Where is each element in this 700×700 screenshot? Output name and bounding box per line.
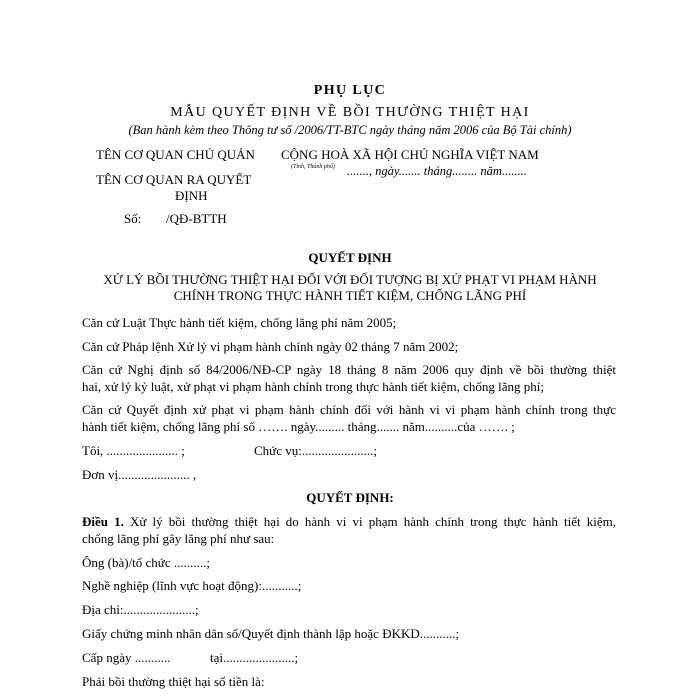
signer-unit: Đơn vị...................... ,: [82, 467, 197, 482]
form-title: MẪU QUYẾT ĐỊNH VỀ BỒI THƯỜNG THIỆT HẠI: [170, 105, 530, 120]
signer-position: Chức vụ:......................;: [254, 443, 377, 458]
date-line: ......., ngày....... tháng........ năm........: [347, 164, 527, 178]
field-issued-place: tại......................;: [210, 650, 299, 665]
decision-subject-line1: XỬ LÝ BỒI THƯỜNG THIỆT HẠI ĐỐI VỚI ĐỐI TƯỢNG BỊ XỬ PHẠT VI PHẠM HÀNH: [103, 272, 597, 287]
number-label: Số:: [124, 211, 142, 226]
issuer-name-line1: TÊN CƠ QUAN RA QUYẾT: [96, 172, 252, 187]
article-1-text: Xử lý bồi thường thiệt hại do hành vi vi phạm hành chính trong thực hành tiết kiệm,: [123, 514, 616, 529]
appendix-title: PHỤ LỤC: [313, 83, 387, 98]
place-hint: (Tỉnh, Thành phố): [291, 164, 335, 170]
basis-decision-line2: hành tiết kiệm, chống lãng phí số ……. ngày......... tháng....... năm..........của ……. ;: [82, 419, 515, 434]
decision-subject-line2: CHÍNH TRONG THỰC HÀNH TIẾT KIỆM, CHỐNG LÃNG PHÍ: [173, 288, 527, 303]
article-1-line2: chống lãng phí gây lãng phí như sau:: [82, 531, 275, 546]
article-1-line1: [82, 514, 616, 530]
signer-name: Tôi, ...................... ;: [82, 443, 185, 458]
field-person: Ông (bà)/tổ chức ..........;: [82, 555, 210, 570]
field-issued-date: Cấp ngày ...........: [82, 650, 171, 665]
field-address: Địa chỉ:......................;: [82, 602, 199, 617]
agency-name: TÊN CƠ QUAN CHỦ QUẢN: [96, 147, 255, 162]
basis-decree-line1: Căn cứ Nghị định số 84/2006/NĐ-CP ngày 18 tháng 8 năm 2006 quy định về bồi thường thiệt: [82, 362, 616, 377]
basis-decree-line2: hai, xử lý kỷ luật, xử phạt vi phạm hành chính trong thực hành tiết kiệm, chống lãng phí;: [82, 379, 544, 394]
field-id-document: Giấy chứng minh nhân dân số/Quyết định thành lập hoặc ĐKKD...........;: [82, 626, 460, 641]
basis-ordinance: Căn cứ Pháp lệnh Xử lý vi phạm hành chính ngày 02 tháng 7 năm 2002;: [82, 339, 459, 354]
decision-title: QUYẾT ĐỊNH: [308, 250, 392, 265]
decides-title: QUYẾT ĐỊNH:: [306, 490, 394, 505]
field-amount: Phải bồi thường thiệt hại số tiền là:: [82, 674, 265, 689]
article-1-label: Điều 1.: [82, 514, 124, 529]
issuer-name-line2: ĐỊNH: [175, 188, 208, 203]
number-value: /QĐ-BTTH: [166, 211, 227, 226]
field-occupation: Nghề nghiệp (lĩnh vực hoạt động):...........;: [82, 578, 302, 593]
basis-decision-line1: Căn cứ Quyết định xử phạt vi phạm hành chính đối với hành vi vi phạm hành chính trong thực: [82, 402, 616, 417]
issued-note: (Ban hành kèm theo Thông tư số /2006/TT-BTC ngày tháng năm 2006 của Bộ Tài chính): [128, 123, 572, 137]
basis-law: Căn cứ Luật Thực hành tiết kiệm, chống lãng phí năm 2005;: [82, 315, 397, 330]
country-name: CỘNG HOÀ XÃ HỘI CHỦ NGHĨA VIỆT NAM: [281, 147, 539, 162]
